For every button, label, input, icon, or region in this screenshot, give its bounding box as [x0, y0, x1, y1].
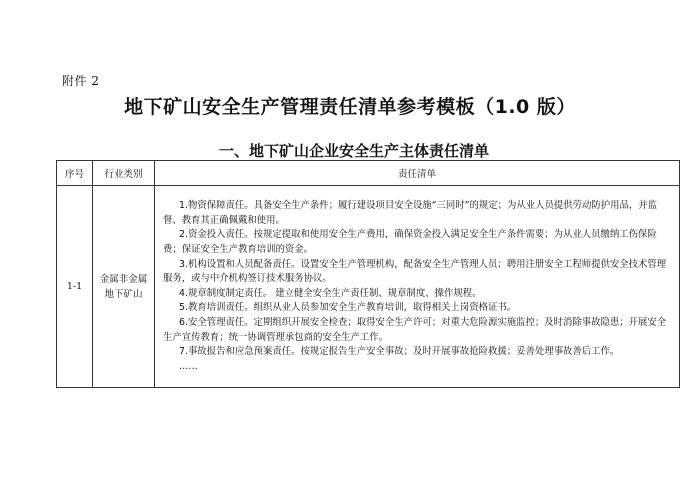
row-responsibility-list [155, 186, 680, 388]
row-number: 1-1 [57, 186, 93, 388]
list-item: 2.资金投入责任。按规定提取和使用安全生产费用，确保资金投入满足安全生产条件需要；为从业人员缴纳工伤保险费；保证安全生产教育培训的资金。 [163, 229, 657, 256]
list-item: 3.机构设置和人员配备责任。设置安全生产管理机构，配备安全生产管理人员；聘用注册安全工程师提供安全技术管理服务，或与中介机构签订技术服务协议。 [163, 258, 667, 285]
list-item: 1.物资保障责任。具备安全生产条件；履行建设项目安全设施“三同时”的规定；为从业人员提供劳动防护用品，并监督、教育其正确佩戴和使用。 [163, 200, 658, 226]
table-row [57, 186, 680, 388]
page-title: 地下矿山安全生产管理责任清单参考模板（1.0 版） [124, 96, 576, 118]
responsibility-table [56, 160, 680, 388]
attachment-label: 附件 2 [62, 74, 100, 88]
row-category [93, 186, 155, 388]
header-category: 行业类别 [93, 161, 155, 186]
section-title: 一、地下矿山企业安全生产主体责任清单 [218, 142, 489, 160]
category-line-1: 金属非金属 [99, 273, 148, 285]
list-item: 4.规章制度制定责任。 建立健全安全生产责任制、规章制度、操作规程。 [179, 287, 482, 299]
list-item: 6.安全管理责任。定期组织开展安全检查；取得安全生产许可；对重大危险源实施监控；及时消除事故隐患；开展安全生产宣传教育；统一协调管理承包商的安全生产工作。 [163, 316, 667, 343]
list-item: 7.事故报告和应急预案责任。按规定报告生产安全事故；及时开展事故抢险救援；妥善处理事故善后工作。 [179, 346, 620, 358]
list-ellipsis: …… [179, 360, 198, 372]
list-item: 5.教育培训责任。组织从业人员参加安全生产教育培训，取得相关上岗资格证书。 [179, 302, 517, 314]
category-line-2: 地下矿山 [104, 288, 143, 300]
header-responsibility-list: 责任清单 [155, 161, 680, 186]
table-header-row [57, 161, 680, 186]
header-number: 序号 [57, 161, 93, 186]
